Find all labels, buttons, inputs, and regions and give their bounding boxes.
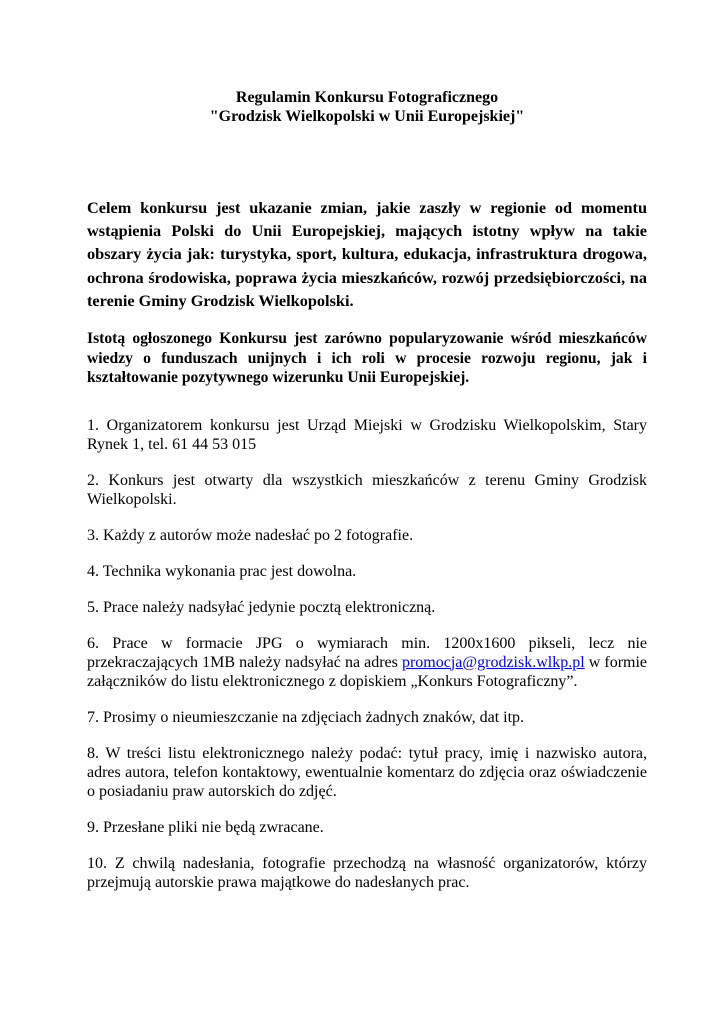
document-subtitle: "Grodzisk Wielkopolski w Unii Europejskiej" (209, 108, 525, 125)
rule-technique: 4. Technika wykonania prac jest dowolna. (87, 562, 357, 580)
rule-submission-method: 5. Prace należy nadsyłać jedynie pocztą elektroniczną. (87, 598, 436, 616)
email-link[interactable]: promocja@grodzisk.wlkp.pl (401, 653, 585, 671)
rule-no-return: 9. Przesłane pliki nie będą zwracane. (87, 818, 324, 836)
rule-eligibility: 2. Konkurs jest otwarty dla wszystkich mieszkańców z terenu Gminy Grodzisk Wielkopolski. (87, 471, 647, 508)
rule-ownership: 10. Z chwilą nadesłania, fotografie przechodzą na własność organizatorów, którzy przejmują autorskie prawa majątkowe do nadesłanych prac. (87, 854, 647, 891)
rule-organizer: 1. Organizatorem konkursu jest Urząd Miejski w Grodzisku Wielkopolskim, Stary Rynek 1, tel. 61 44 53 015 (87, 416, 647, 453)
document-title: Regulamin Konkursu Fotograficznego (235, 89, 499, 106)
document-page (87, 88, 647, 909)
rule-file-format-text-end: w formie załączników do listu elektronicznego z dopiskiem „Konkurs Fotograficzny”. (87, 653, 648, 690)
intro-paragraph-goal: Celem konkursu jest ukazanie zmian, jakie zaszły w regionie od momentu wstąpienia Polski do Unii Europejskiej, mających istotny wpływ na takie obszary życia jak: turystyka, sport, kultura, edukacja, infrastruktura drogowa, ochrona środowiska, poprawa życia mieszkańców, rozwój przedsiębiorczości, na terenie Gminy Grodzisk Wielkopolski. (87, 198, 647, 310)
rule-email-content: 8. W treści listu elektronicznego należy podać: tytuł pracy, imię i nazwisko autora, adres autora, telefon kontaktowy, ewentualnie komentarz do zdjęcia oraz oświadczenie o posiadaniu praw autorskich do zdjęć. (87, 744, 647, 800)
intro-paragraph-essence: Istotą ogłoszonego Konkursu jest zarówno popularyzowanie wśród mieszkańców wiedzy o funduszach unijnych i ich roli w procesie rozwoju regionu, jak i kształtowanie pozytywnego wizerunku Unii Europejskiej. (87, 330, 647, 387)
rule-file-format (87, 634, 647, 691)
rule-photo-count: 3. Każdy z autorów może nadesłać po 2 fotografie. (87, 526, 414, 544)
rule-no-marks: 7. Prosimy o nieumieszczanie na zdjęciach żadnych znaków, dat itp. (87, 708, 525, 726)
title-block (87, 88, 647, 126)
rule-file-format-text: 6. Prace w formacie JPG o wymiarach min. 1200x1600 pikseli, lecz nie przekraczających 1MB należy nadsyłać na adres (87, 634, 647, 671)
